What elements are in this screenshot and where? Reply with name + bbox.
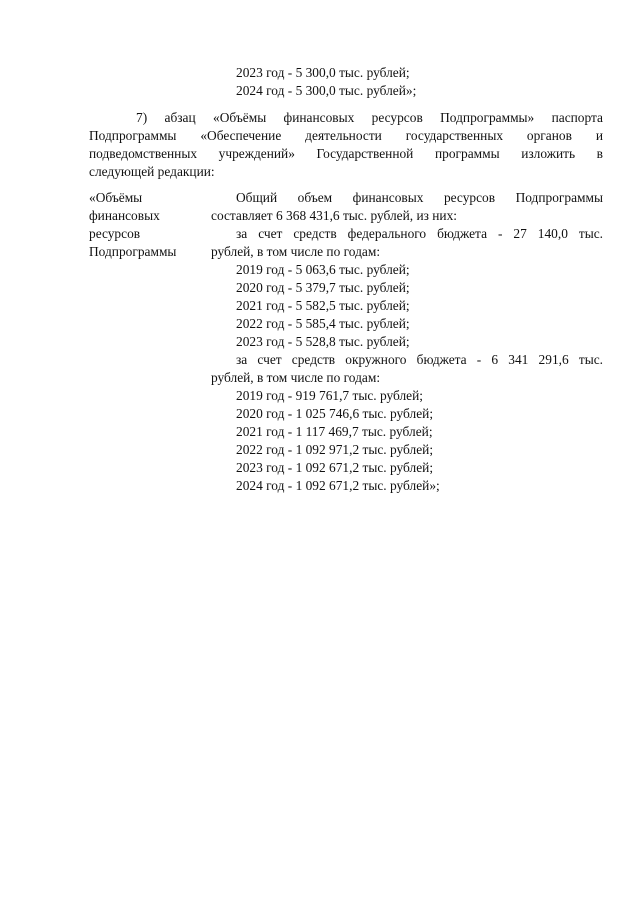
top-year-line: 2024 год - 5 300,0 тыс. рублей»;	[236, 83, 417, 98]
federal-year-line: 2023 год - 5 528,8 тыс. рублей;	[236, 334, 410, 349]
label-line: ресурсов	[89, 226, 141, 241]
federal-year-line: 2021 год - 5 582,5 тыс. рублей;	[236, 298, 410, 313]
district-budget-line: рублей, в том числе по годам:	[211, 370, 381, 385]
intro-line: следующей редакции:	[89, 164, 215, 179]
district-budget-line: за счет средств окружного бюджета - 6 341 291,6 тыс.	[236, 352, 603, 367]
total-line: Общий объем финансовых ресурсов Подпрограммы	[236, 190, 603, 205]
federal-year-line: 2022 год - 5 585,4 тыс. рублей;	[236, 316, 410, 331]
district-year-line: 2019 год - 919 761,7 тыс. рублей;	[236, 388, 423, 403]
federal-year-line: 2019 год - 5 063,6 тыс. рублей;	[236, 262, 410, 277]
district-year-line: 2023 год - 1 092 671,2 тыс. рублей;	[236, 460, 434, 475]
total-line: составляет 6 368 431,6 тыс. рублей, из них:	[211, 208, 458, 223]
federal-budget-line: за счет средств федерального бюджета - 27 140,0 тыс.	[236, 226, 603, 241]
district-year-line: 2024 год - 1 092 671,2 тыс. рублей»;	[236, 478, 440, 493]
district-year-line: 2020 год - 1 025 746,6 тыс. рублей;	[236, 406, 434, 421]
district-year-line: 2022 год - 1 092 971,2 тыс. рублей;	[236, 442, 434, 457]
label-line: Подпрограммы	[89, 244, 177, 259]
label-line: «Объёмы	[89, 190, 143, 205]
federal-year-line: 2020 год - 5 379,7 тыс. рублей;	[236, 280, 410, 295]
intro-line: Подпрограммы «Обеспечение деятельности государственных органов и	[89, 128, 603, 143]
district-year-line: 2021 год - 1 117 469,7 тыс. рублей;	[236, 424, 433, 439]
intro-line: подведомственных учреждений» Государственной программы изложить в	[89, 146, 603, 161]
top-year-line: 2023 год - 5 300,0 тыс. рублей;	[236, 65, 410, 80]
label-line: финансовых	[89, 208, 160, 223]
federal-budget-line: рублей, в том числе по годам:	[211, 244, 381, 259]
intro-line: 7) абзац «Объёмы финансовых ресурсов Подпрограммы» паспорта	[136, 110, 603, 125]
